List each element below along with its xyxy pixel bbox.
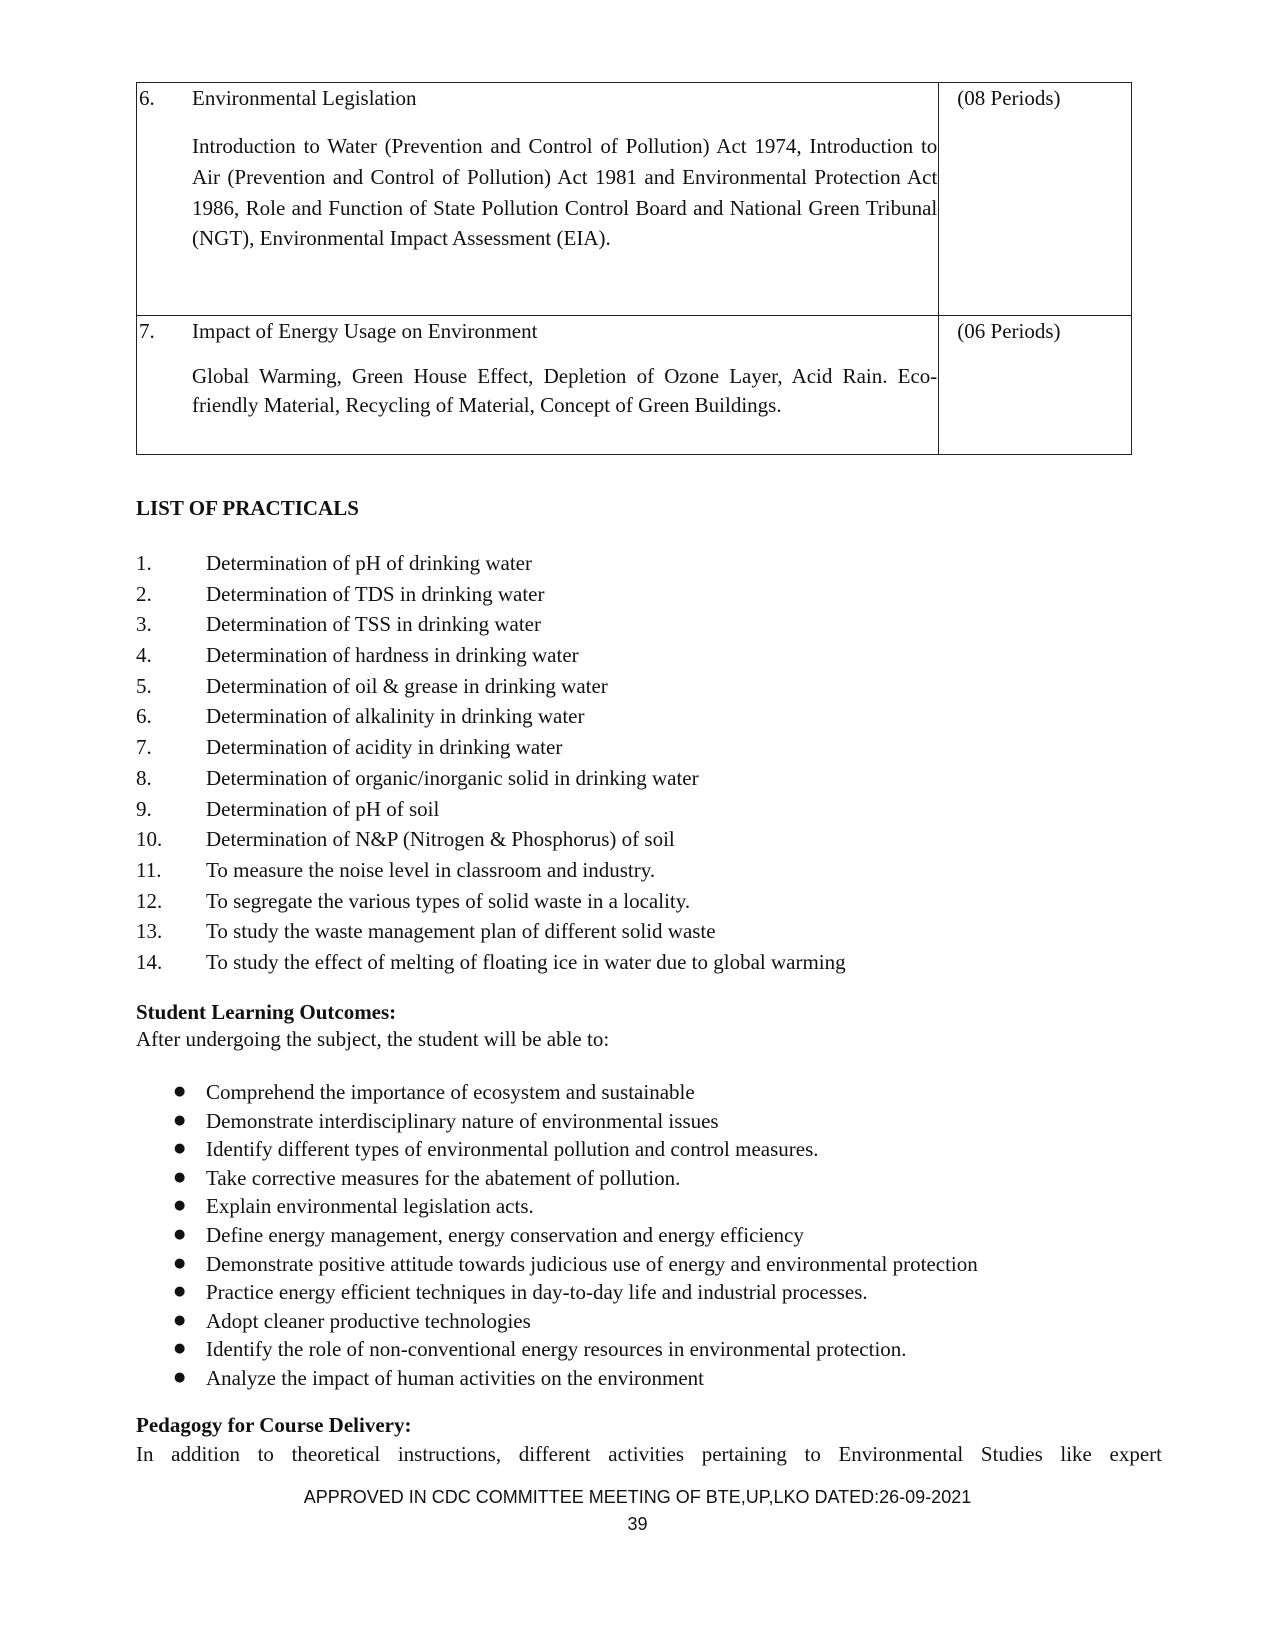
list-item <box>164 1107 1164 1136</box>
practicals-list <box>136 548 1136 978</box>
list-item <box>164 1164 1164 1193</box>
item-number: 3. <box>136 612 152 637</box>
list-item <box>136 763 1136 794</box>
item-text: Explain environmental legislation acts. <box>206 1194 534 1219</box>
item-text: Adopt cleaner productive technologies <box>206 1308 531 1333</box>
unit-description: Global Warming, Green House Effect, Depletion of Ozone Layer, Acid Rain. Eco-friendly Material, Recycling of Material, Concept of Green Buildings. <box>192 364 938 417</box>
bullet-icon: ● <box>174 1255 186 1271</box>
bullet-icon: ● <box>174 1198 186 1214</box>
unit-periods-cell <box>939 316 1132 455</box>
bullet-icon: ● <box>174 1226 186 1242</box>
outcomes-intro: After undergoing the subject, the student will be able to: <box>136 1027 610 1051</box>
practicals-heading: LIST OF PRACTICALS <box>136 496 359 520</box>
item-text: To segregate the various types of solid waste in a locality. <box>206 888 691 913</box>
list-item <box>136 732 1136 763</box>
bullet-icon: ● <box>174 1369 186 1385</box>
item-text: To measure the noise level in classroom and industry. <box>206 857 656 882</box>
item-text: Determination of TSS in drinking water <box>206 612 541 637</box>
item-number: 7. <box>136 735 152 760</box>
bullet-icon: ● <box>174 1112 186 1128</box>
unit-header <box>137 83 938 111</box>
pedagogy-paragraph: In addition to theoretical instructions, different activities pertaining to Environmental Studies like expert <box>136 1442 1162 1466</box>
list-item <box>164 1192 1164 1221</box>
list-item <box>164 1250 1164 1279</box>
list-item <box>164 1221 1164 1250</box>
unit-periods: (08 Periods) <box>957 86 1061 110</box>
item-number: 6. <box>136 704 152 729</box>
item-number: 2. <box>136 581 152 606</box>
unit-periods-cell <box>939 83 1132 316</box>
list-item <box>136 886 1136 917</box>
item-number: 10. <box>136 827 163 852</box>
item-text: To study the waste management plan of different solid waste <box>206 919 716 944</box>
item-number: 11. <box>136 857 162 882</box>
item-number: 9. <box>136 796 152 821</box>
unit-number: 6. <box>139 86 155 110</box>
units-table <box>136 82 1132 455</box>
unit-row-6 <box>137 83 1132 316</box>
list-item <box>136 855 1136 886</box>
bullet-icon: ● <box>174 1084 186 1099</box>
item-text: Determination of acidity in drinking water <box>206 735 563 760</box>
item-number: 13. <box>136 919 163 944</box>
bullet-icon: ● <box>174 1141 186 1157</box>
list-item <box>136 824 1136 855</box>
item-text: Practice energy efficient techniques in day-to-day life and industrial processes. <box>206 1280 868 1305</box>
list-item <box>164 1278 1164 1307</box>
list-item <box>136 916 1136 947</box>
list-item <box>136 701 1136 732</box>
list-item <box>136 579 1136 610</box>
unit-periods: (06 Periods) <box>957 319 1061 343</box>
list-item <box>164 1135 1164 1164</box>
item-text: Determination of N&P (Nitrogen & Phosphorus) of soil <box>206 827 675 852</box>
unit-body-cell <box>137 83 939 316</box>
item-text: Demonstrate interdisciplinary nature of environmental issues <box>206 1108 719 1133</box>
item-text: Determination of alkalinity in drinking water <box>206 704 585 729</box>
list-item <box>164 1335 1164 1364</box>
list-item <box>164 1364 1164 1393</box>
bullet-icon: ● <box>174 1341 186 1357</box>
list-item <box>164 1307 1164 1336</box>
unit-number: 7. <box>139 319 155 343</box>
item-text: Determination of pH of soil <box>206 796 440 821</box>
item-text: Demonstrate positive attitude towards judicious use of energy and environmental protection <box>206 1251 978 1276</box>
item-text: Define energy management, energy conservation and energy efficiency <box>206 1222 804 1247</box>
outcomes-list <box>164 1078 1164 1393</box>
bullet-icon: ● <box>174 1284 186 1300</box>
pedagogy-heading: Pedagogy for Course Delivery: <box>136 1413 412 1437</box>
list-item <box>136 794 1136 825</box>
item-number: 8. <box>136 765 152 790</box>
unit-description: Introduction to Water (Prevention and Control of Pollution) Act 1974, Introduction to Air (Prevention and Control of Pollution) Act 1981 and Environmental Protection Act 1986, Role and Function of State Pollution Control Board and National Green Tribunal (NGT), Environmental Impact Assessment (EIA). <box>192 134 938 251</box>
item-text: To study the effect of melting of floating ice in water due to global warming <box>206 949 846 974</box>
bullet-icon: ● <box>174 1169 186 1185</box>
item-text: Identify the role of non-conventional energy resources in environmental protection. <box>206 1337 907 1362</box>
unit-body-cell <box>137 316 939 455</box>
list-item <box>136 640 1136 671</box>
item-text: Identify different types of environmental pollution and control measures. <box>206 1137 819 1162</box>
item-text: Determination of pH of drinking water <box>206 551 532 575</box>
item-text: Comprehend the importance of ecosystem and sustainable <box>206 1080 695 1104</box>
list-item <box>136 947 1136 978</box>
bullet-icon: ● <box>174 1312 186 1328</box>
unit-header <box>137 316 938 344</box>
list-item <box>136 671 1136 702</box>
unit-title: Impact of Energy Usage on Environment <box>192 319 538 343</box>
item-number: 4. <box>136 643 152 668</box>
item-text: Analyze the impact of human activities on the environment <box>206 1365 705 1390</box>
item-text: Determination of organic/inorganic solid in drinking water <box>206 765 699 790</box>
outcomes-heading: Student Learning Outcomes: <box>136 1000 397 1024</box>
list-item <box>164 1078 1164 1107</box>
item-number: 5. <box>136 673 152 698</box>
item-text: Take corrective measures for the abatement of pollution. <box>206 1165 681 1190</box>
item-number: 12. <box>136 888 163 913</box>
unit-title: Environmental Legislation <box>192 86 417 110</box>
item-number: 1. <box>136 551 152 575</box>
approval-footer: APPROVED IN CDC COMMITTEE MEETING OF BTE,UP,LKO DATED:26-09-2021 <box>303 1487 972 1507</box>
item-text: Determination of hardness in drinking water <box>206 643 579 668</box>
item-text: Determination of TDS in drinking water <box>206 581 545 606</box>
page-number: 39 <box>627 1514 648 1534</box>
item-text: Determination of oil & grease in drinking water <box>206 673 608 698</box>
item-number: 14. <box>136 949 163 974</box>
list-item <box>136 609 1136 640</box>
unit-row-7 <box>137 316 1132 455</box>
list-item <box>136 548 1136 579</box>
